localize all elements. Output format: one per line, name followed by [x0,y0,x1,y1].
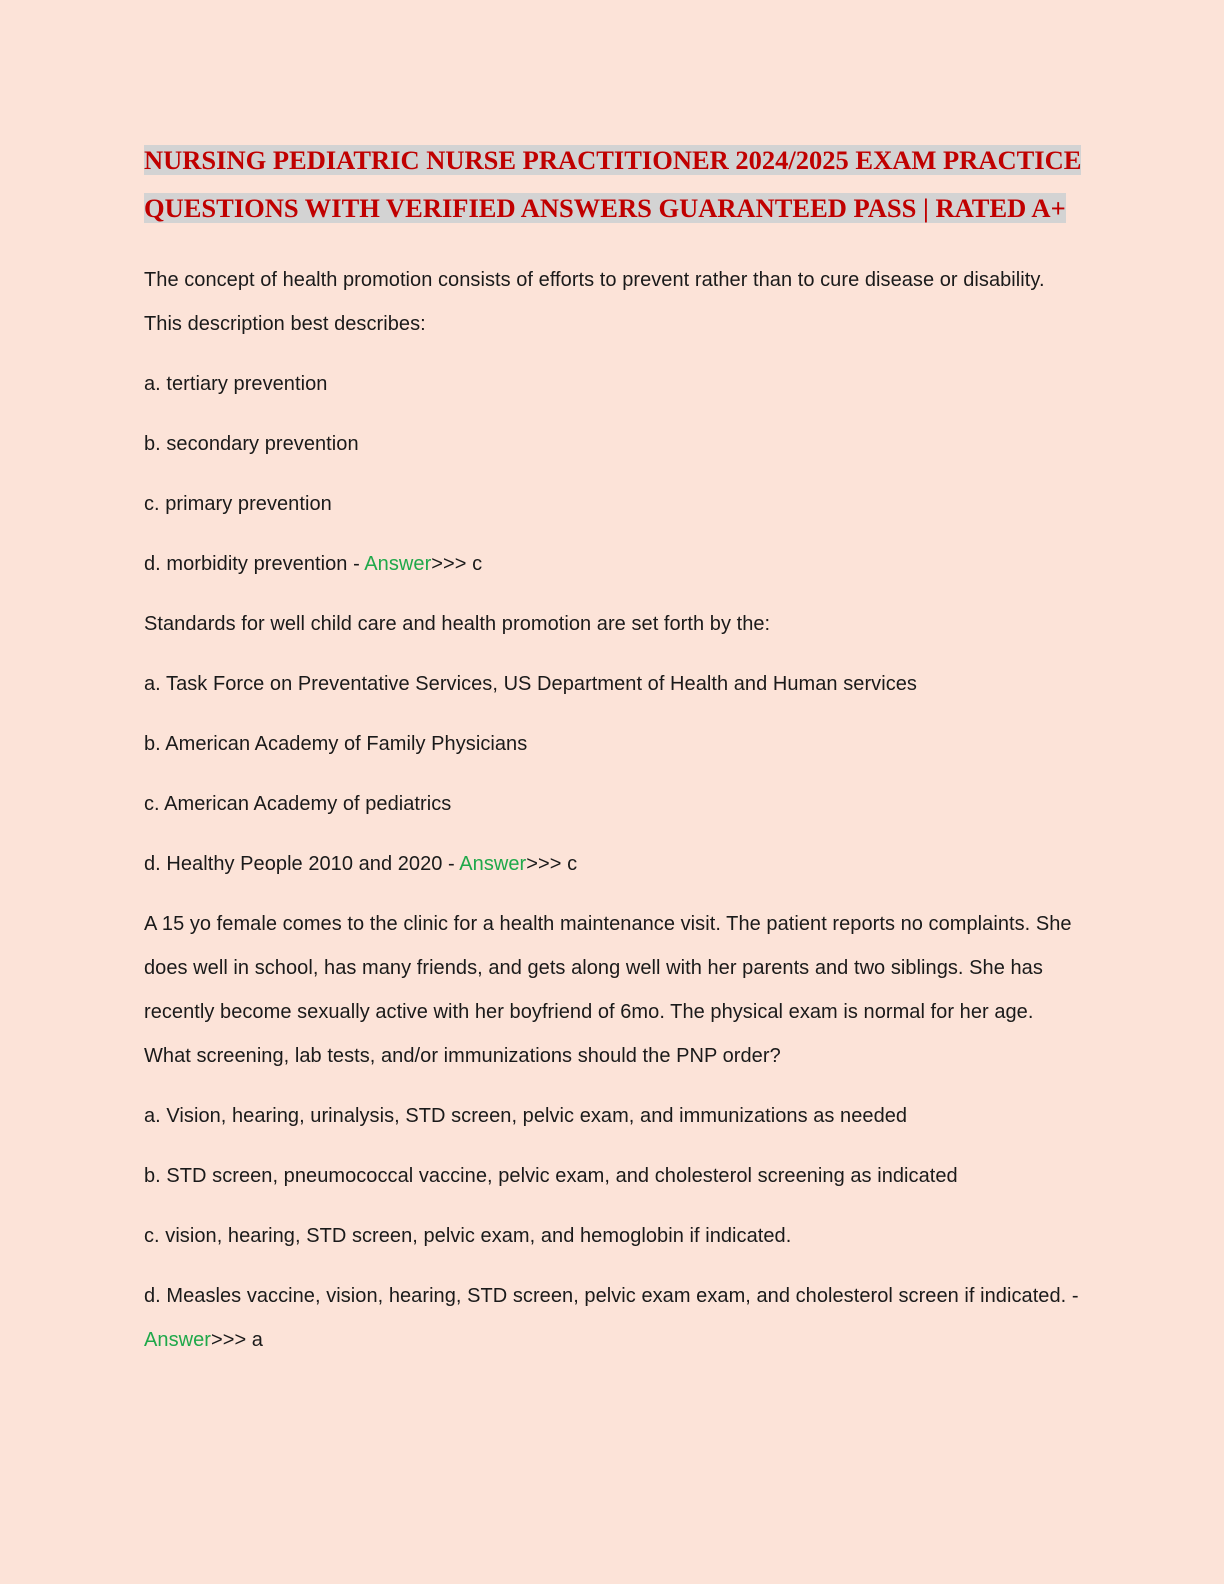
answer-option-with-key [144,842,1084,886]
document-title-text: NURSING PEDIATRIC NURSE PRACTITIONER 2024/2025 EXAM PRACTICE QUESTIONS WITH VERIFIED ANSWERS GUARANTEED PASS | RATED A+ [144,145,1082,223]
document-title [144,136,1084,232]
answer-option: a. Vision, hearing, urinalysis, STD screen, pelvic exam, and immunizations as needed [144,1105,908,1127]
question-block [144,602,1084,886]
answer-option-text: d. Measles vaccine, vision, hearing, STD screen, pelvic exam exam, and cholesterol screen if indicated. - [144,1285,1079,1307]
answer-value: >>> c [526,853,578,875]
answer-option-text: d. Healthy People 2010 and 2020 - [144,853,460,875]
answer-option: c. vision, hearing, STD screen, pelvic exam, and hemoglobin if indicated. [144,1225,792,1247]
question-stem: Standards for well child care and health promotion are set forth by the: [144,613,771,635]
answer-label: Answer [459,853,527,875]
answer-value: >>> a [211,1329,263,1351]
answer-label: Answer [144,1329,211,1351]
question-block [144,902,1084,1362]
question-stem: A 15 yo female comes to the clinic for a health maintenance visit. The patient reports no complaints. She does well in school, has many friends, and gets along well with her parents and two siblings. She has recently become sexually active with her boyfriend of 6mo. The physical exam is normal for her age. What screening, lab tests, and/or immunizations should the PNP order? [144,913,1072,1067]
answer-option: b. American Academy of Family Physicians [144,733,528,755]
answer-option: b. STD screen, pneumococcal vaccine, pelvic exam, and cholesterol screening as indicated [144,1165,958,1187]
question-stem: The concept of health promotion consists of efforts to prevent rather than to cure disease or disability. This description best describes: [144,269,1045,335]
answer-value: >>> c [431,553,483,575]
answer-option-text: d. morbidity prevention - [144,553,365,575]
answer-option: a. tertiary prevention [144,373,328,395]
answer-option: c. primary prevention [144,493,332,515]
answer-option-with-key [144,542,1084,586]
answer-option: a. Task Force on Preventative Services, US Department of Health and Human services [144,673,917,695]
answer-label: Answer [364,553,432,575]
answer-option: b. secondary prevention [144,433,359,455]
document-page [144,136,1084,1378]
answer-option: c. American Academy of pediatrics [144,793,452,815]
answer-option-with-key [144,1274,1084,1362]
question-block [144,258,1084,586]
